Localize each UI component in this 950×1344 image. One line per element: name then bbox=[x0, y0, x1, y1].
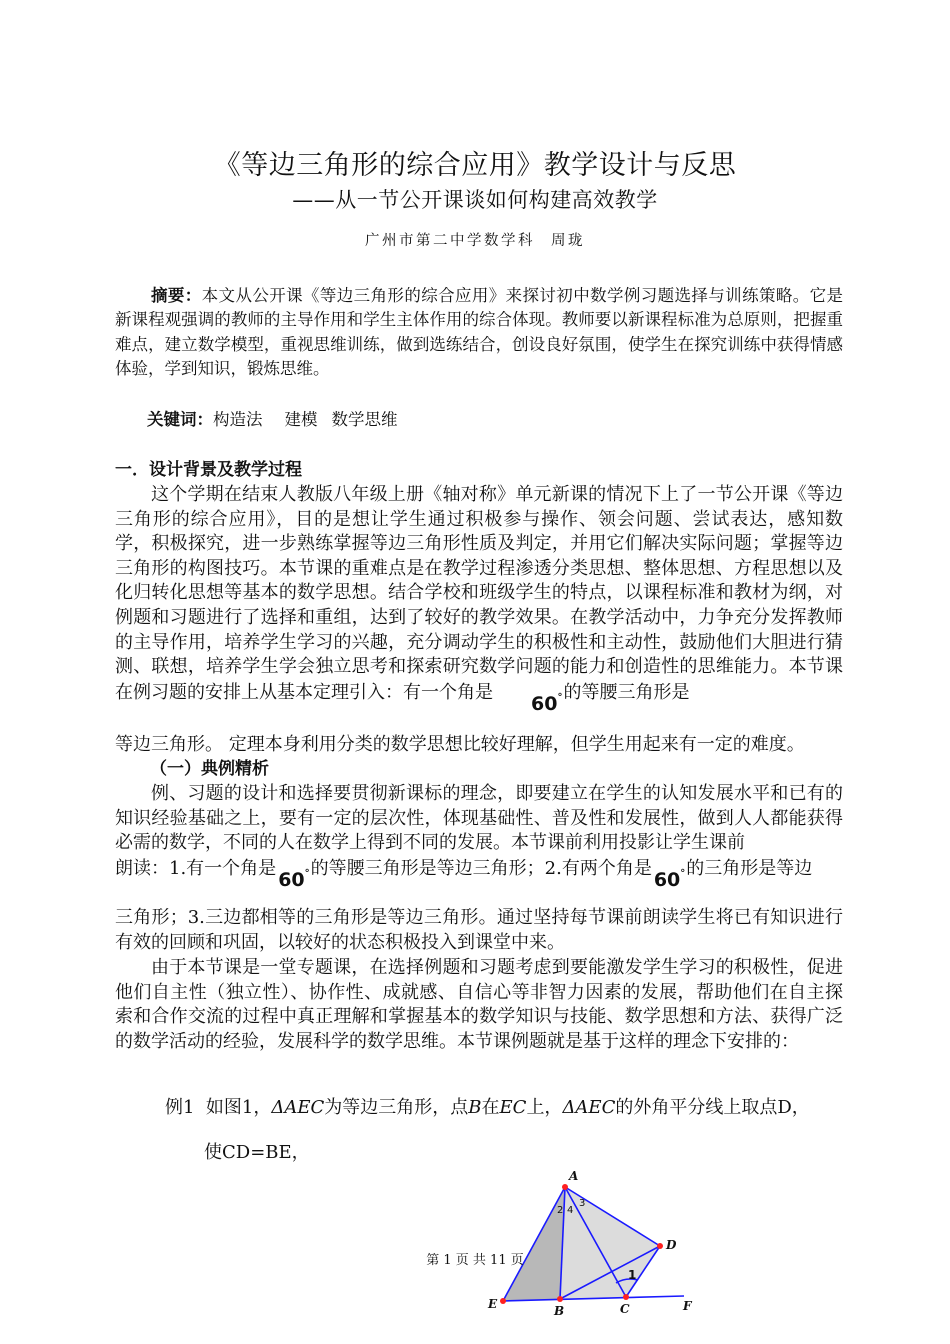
geometry-figure-1 bbox=[480, 1162, 710, 1332]
point-e bbox=[500, 1298, 506, 1304]
page-title: 《等边三角形的综合应用》教学设计与反思 bbox=[213, 150, 737, 181]
author-name: 周珑 bbox=[551, 233, 585, 249]
point-c bbox=[623, 1294, 629, 1300]
example-1-line: 例1 如图1，ΔAEC为等边三角形，点B在EC上，ΔAEC的外角平分线上取点D， bbox=[165, 1097, 810, 1118]
point-a bbox=[562, 1184, 568, 1190]
example-label: 例1 bbox=[165, 1097, 195, 1118]
point-b bbox=[557, 1296, 563, 1302]
subsection1-paragraph2: 三角形；3.三边都相等的三角形是等边三角形。通过坚持每节课前朗读学生将已有知识进行有效的回顾和巩固，以较好的状态积极投入到课堂中来。 bbox=[115, 907, 843, 953]
reading-line: 朗读：1.有一个角是60°的等腰三角形是等边三角形；2.有两个角是60°的三角形是等边 bbox=[115, 856, 812, 885]
keywords-label: 关键词： bbox=[147, 410, 213, 429]
section1-end-line: 等边三角形。 定理本身利用分类的数学思想比较好理解，但学生用起来有一定的难度。 bbox=[115, 734, 805, 755]
angle-label-2: 2 bbox=[557, 1205, 564, 1216]
subsection1-paragraph3: 由于本节课是一堂专题课，在选择例题和习题考虑到要能激发学生学习的积极性，促进他们自主性（独立性）、协作性、成就感、自信心等非智力因素的发展，帮助他们在自主探索和合作交流的过程中真正理解和掌握基本的数学知识与技能、数学思想和方法、获得广泛的数学活动的经验，发展科学的数学思维。本节课例题就是基于这样的理念下安排的： bbox=[115, 957, 843, 1052]
abstract-paragraph bbox=[115, 284, 843, 382]
section1-p1-text: 这个学期在结束人教版八年级上册《轴对称》单元新课的情况下上了一节公开课《等边三角形的综合应用》，目的是想让学生通过积极参与操作、领会问题、尝试表达，感知数学，积极探究，进一步熟练掌握等边三角形性质及判定，并用它们解决实际问题；掌握等边三角形的构图技巧。本节课的重难点是在教学过程渗透分类思想、整体思想、方程思想以及化归转化思想等基本的数学思想。结合学校和班级学生的特点，以课程标准和教材为纲，对例题和习题进行了选择和重组，达到了较好的教学效果。在教学活动中，力争充分发挥教师的主导作用，培养学生学习的兴趣，充分调动学生的积极性和主动性，鼓励他们大胆进行猜测、联想，培养学生学会独立思考和探索研究数学问题的能力和创造性的思维能力。本节课在例习题的安排上从基本定理引入：有一个角是 bbox=[115, 484, 843, 703]
angle-sixty-3: 60° bbox=[653, 868, 686, 891]
keywords-line bbox=[147, 408, 398, 432]
label-a: A bbox=[569, 1169, 579, 1183]
angle-sixty: 60° bbox=[531, 691, 563, 715]
subsection-heading: （一）典例精析 bbox=[150, 759, 269, 779]
label-d: D bbox=[666, 1238, 677, 1252]
section1-paragraph bbox=[115, 483, 843, 715]
label-f: F bbox=[683, 1299, 692, 1313]
abstract-text: 本文从公开课《等边三角形的综合应用》来探讨初中数学例习题选择与训练策略。它是新课程观强调的教师的主导作用和学生主体作用的综合体现。教师要以新课程标准为总原则，把握重难点，建立数学模型，重视思维训练，做到选练结合，创设良好氛围，使学生在探究训练中获得情感体验，学到知识，锻炼思维。 bbox=[115, 286, 844, 379]
section1-p1-tail: 的等腰三角形是 bbox=[563, 681, 690, 703]
angle-label-1: 1 bbox=[628, 1268, 637, 1282]
angle-label-4: 4 bbox=[567, 1205, 574, 1216]
keyword-2: 建模 bbox=[284, 410, 318, 429]
section-heading: 一．设计背景及教学过程 bbox=[115, 460, 302, 480]
author-line bbox=[0, 229, 950, 250]
author-org: 广州市第二中学数学科 bbox=[365, 233, 535, 249]
label-c: C bbox=[620, 1302, 630, 1316]
angle-label-3: 3 bbox=[579, 1198, 586, 1209]
keyword-1: 构造法 bbox=[213, 410, 263, 429]
page-footer: 第 1 页 共 11 页 bbox=[426, 1253, 524, 1268]
page-subtitle: ——从一节公开课谈如何构建高效教学 bbox=[292, 188, 658, 212]
abstract-label: 摘要： bbox=[151, 286, 202, 305]
example-1-line-2: 使CD=BE， bbox=[204, 1142, 310, 1163]
label-b: B bbox=[554, 1304, 565, 1318]
label-e: E bbox=[488, 1297, 498, 1311]
subsection1-paragraph1: 例、习题的设计和选择要贯彻新课标的理念，即要建立在学生的认知发展水平和已有的知识经验基础之上，要有一定的层次性，体现基础性、普及性和发展性，做到人人都能获得必需的数学，不同的人在数学上得到不同的发展。本节课前利用投影让学生课前 bbox=[115, 783, 843, 854]
angle-sixty-2: 60° bbox=[278, 868, 310, 891]
keyword-3: 数学思维 bbox=[331, 410, 398, 429]
